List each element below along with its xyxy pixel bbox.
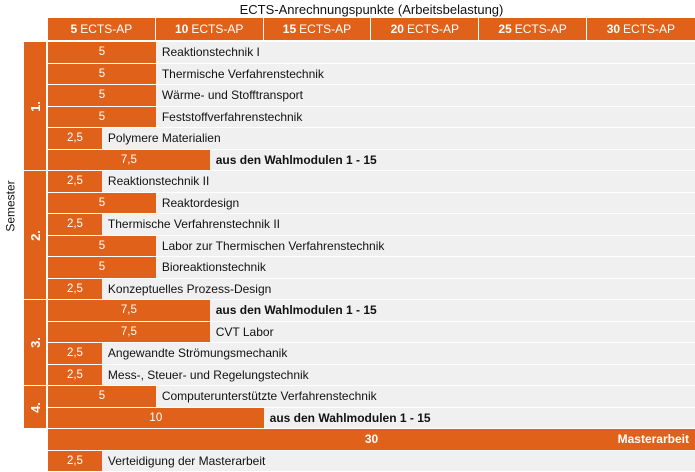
module-label: Feststoffverfahrenstechnik [161,109,303,124]
table-row [48,107,695,128]
table-row [48,429,695,450]
ects-scale-tick-value: 5 [70,22,78,36]
ects-scale-tick [479,18,587,40]
ects-value: 30 [364,432,379,447]
ects-value: 5 [98,390,106,403]
module-label: Wärme- und Stofftransport [161,88,303,103]
ects-value: 7,5 [120,153,137,166]
table-row [48,236,695,257]
ects-bar [48,300,210,321]
module-label: Mess-, Steuer- und Regelungstechnik [107,367,309,382]
ects-scale-tick-unit: ECTS-AP [299,22,352,36]
table-row [48,343,695,364]
table-row [48,257,695,278]
ects-value: 5 [98,46,106,59]
table-row [48,451,695,472]
module-label: Computerunterstützte Verfahrenstechnik [161,389,377,404]
ects-scale-tick-unit: ECTS-AP [514,22,567,36]
table-row [48,64,695,85]
module-label: aus den Wahlmodulen 1 - 15 [215,152,377,167]
ects-bar [48,365,102,386]
ects-bar [48,451,102,472]
ects-bar [48,128,102,149]
ects-scale-tick-value: 25 [498,22,512,36]
ects-scale-tick-unit: ECTS-AP [191,22,244,36]
table-row [48,85,695,106]
ects-scale-tick [264,18,372,40]
semester-axis-label [0,42,22,370]
module-label: aus den Wahlmodulen 1 - 15 [269,410,431,425]
ects-bar [48,214,102,235]
table-row [48,279,695,300]
semester-number: 4. [27,401,43,413]
module-label: CVT Labor [215,324,274,339]
module-label: Angewandte Strömungsmechanik [107,346,288,361]
semester-number: 3. [27,337,43,348]
module-label: aus den Wahlmodulen 1 - 15 [215,303,377,318]
ects-value: 2,5 [66,368,83,381]
module-label: Reaktionstechnik I [161,45,260,60]
ects-value: 2,5 [66,132,83,145]
table-row [48,322,695,343]
semester-number: 2. [27,229,43,241]
ects-value: 2,5 [66,282,83,295]
ects-scale-tick-unit: ECTS-AP [80,22,133,36]
module-label: Konzeptuelles Prozess-Design [107,281,272,296]
ects-bar [48,64,156,85]
ects-bar [48,107,156,128]
module-label: Masterarbeit [617,432,689,447]
module-label: Bioreaktionstechnik [161,260,266,275]
ects-scale-tick [371,18,479,40]
ects-value: 5 [98,67,106,80]
module-label: Thermische Verfahrenstechnik II [107,217,280,232]
table-row [48,300,695,321]
ects-scale-tick-value: 20 [390,22,404,36]
table-row [48,408,695,429]
table-row [48,386,695,407]
ects-value: 5 [98,239,106,252]
ects-bar [48,408,264,429]
table-row [48,150,695,171]
semester-number: 1. [27,100,43,112]
ects-scale-tick-value: 15 [282,22,297,36]
ects-bar [48,257,156,278]
ects-value: 7,5 [120,325,137,338]
ects-value: 5 [98,110,106,123]
ects-value: 2,5 [66,454,83,467]
semester-block [24,42,46,170]
semester-block [24,386,46,428]
module-label: Verteidigung der Masterarbeit [107,453,266,468]
table-row [48,128,695,149]
ects-scale-tick-value: 10 [175,22,189,36]
ects-bar [48,322,210,343]
chart-title [48,0,695,18]
ects-value: 5 [98,89,106,102]
semester-block [24,300,46,385]
ects-bar [48,42,156,63]
chart-title-text: ECTS-Anrechnungspunkte (Arbeitsbelastung) [239,1,504,17]
module-rows [48,42,695,472]
ects-bar [48,171,102,192]
ects-bar [48,343,102,364]
ects-bar [48,386,156,407]
ects-value: 5 [98,261,106,274]
module-label: Thermische Verfahrenstechnik [161,66,324,81]
ects-bar [48,150,210,171]
ects-bar [48,279,102,300]
ects-value: 10 [149,411,163,424]
ects-scale-tick [156,18,264,40]
ects-bar [48,193,156,214]
ects-value: 7,5 [120,304,137,317]
ects-scale-tick-unit: ECTS-AP [623,22,676,36]
ects-scale-tick-unit: ECTS-AP [406,22,459,36]
module-label: Polymere Materialien [107,131,221,146]
ects-bar [48,236,156,257]
semester-axis-label-text: Semester [4,180,19,232]
ects-scale-tick [48,18,156,40]
table-row [48,42,695,63]
module-label: Labor zur Thermischen Verfahrenstechnik [161,238,385,253]
semester-block [24,171,46,299]
ects-value: 2,5 [66,347,83,360]
table-row [48,171,695,192]
table-row [48,214,695,235]
ects-value: 5 [98,196,106,209]
ects-scale-tick [587,18,695,40]
table-row [48,365,695,386]
ects-bar [48,85,156,106]
module-label: Reaktordesign [161,195,240,210]
ects-value: 2,5 [66,218,83,231]
module-label: Reaktionstechnik II [107,174,210,189]
table-row [48,193,695,214]
ects-bar [48,429,695,450]
ects-scale-header [48,18,695,40]
ects-value: 2,5 [66,175,83,188]
ects-scale-tick-value: 30 [606,22,621,36]
